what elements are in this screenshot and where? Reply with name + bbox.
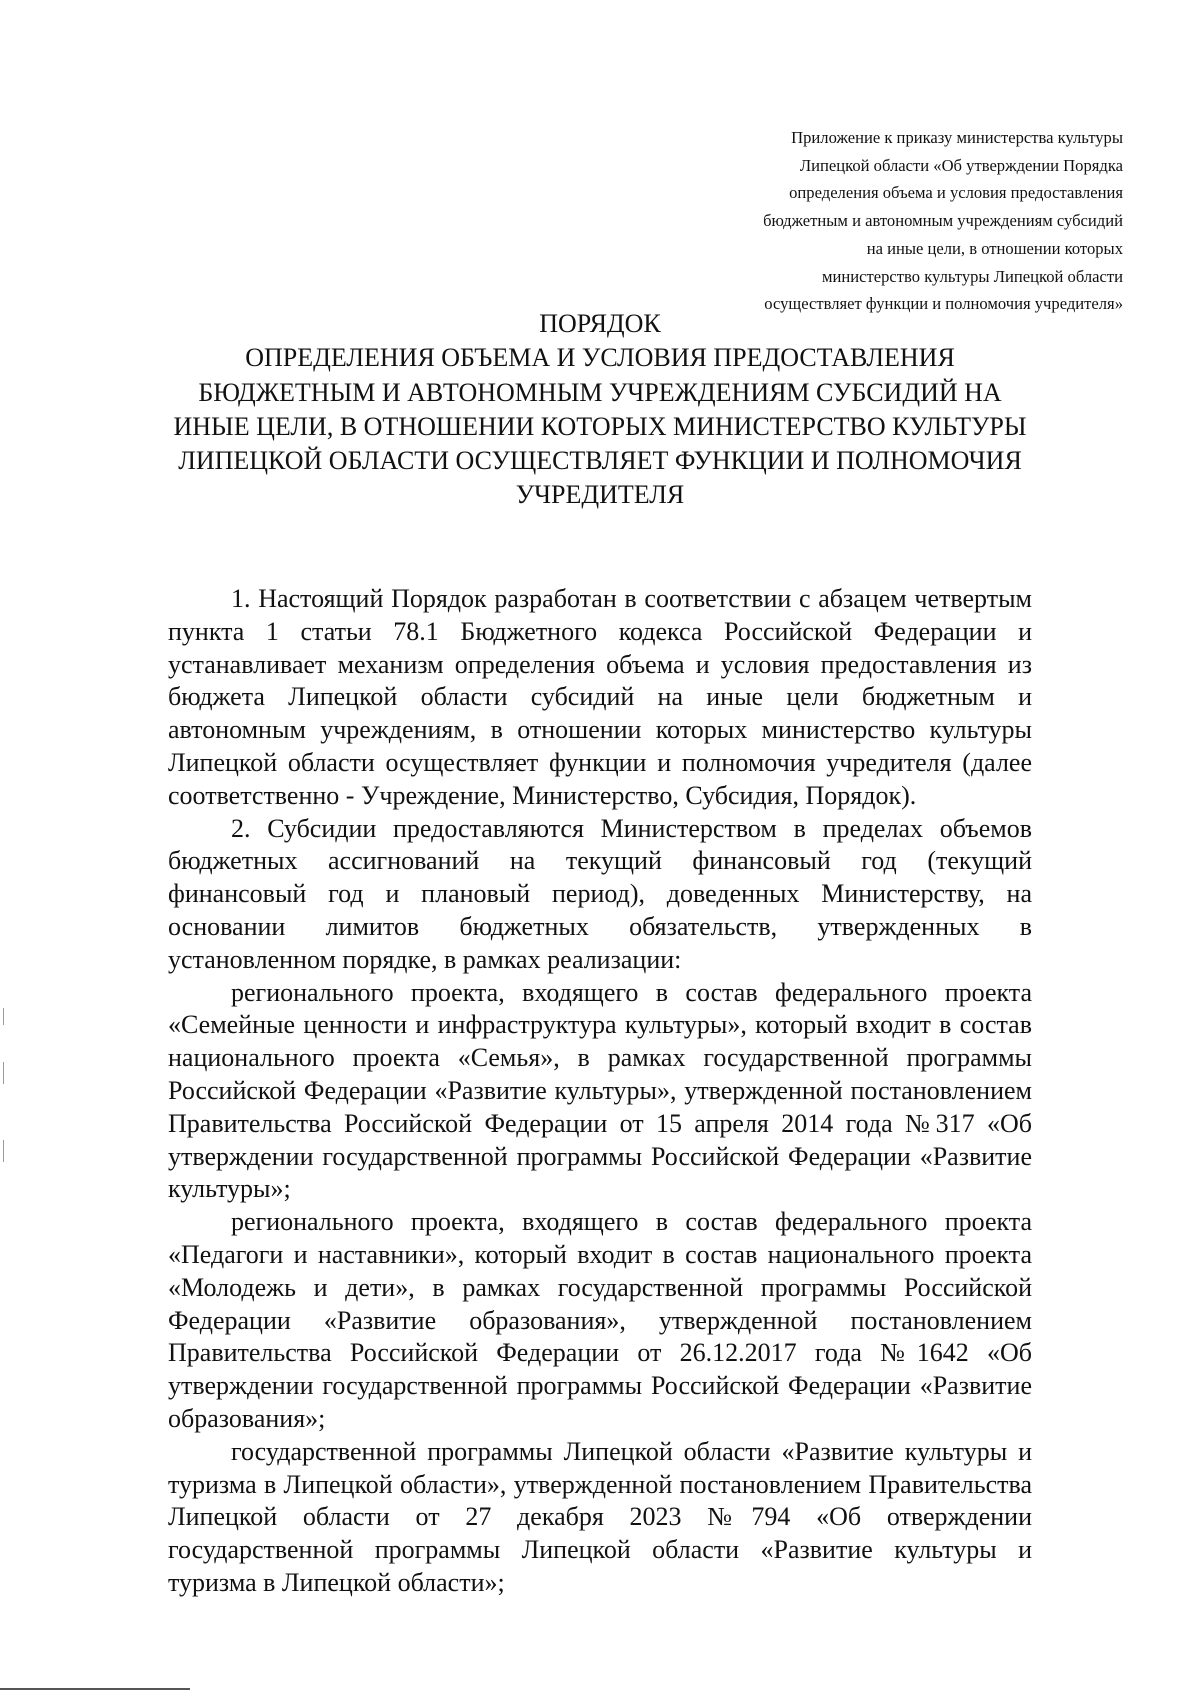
title-line: ОПРЕДЕЛЕНИЯ ОБЪЕМА И УСЛОВИЯ ПРЕДОСТАВЛЕНИЯ — [245, 343, 955, 373]
appendix-note — [603, 124, 1123, 318]
title-line: УЧРЕДИТЕЛЯ — [515, 480, 685, 510]
paragraph-2: 2. Субсидии предоставляются Министерством в пределах объемов бюджетных ассигнований на текущий финансовый год (текущий финансовый год и плановый период), доведенных Министерству, на основании лимитов бюджетных обязательств, утвержденных в установленном порядке, в рамках реализации: — [168, 813, 1032, 974]
appendix-line: Липецкой области «Об утверждении Порядка — [799, 155, 1123, 175]
appendix-line: осуществляет функции и полномочия учредителя» — [764, 294, 1123, 314]
scan-artifact — [3, 1140, 4, 1162]
appendix-line: министерство культуры Липецкой области — [821, 266, 1123, 286]
appendix-line: Приложение к приказу министерства культуры — [791, 128, 1123, 147]
appendix-line: на иные цели, в отношении которых — [866, 238, 1123, 258]
paragraph-4: регионального проекта, входящего в состав федерального проекта «Педагоги и наставники», который входит в состав национального проекта «Молодежь и дети», в рамках государственной программы Российской Федерации «Развитие образования», утвержденной постановлением Правительства Российской Федерации от 26.12.2017 года №1642 «Об утверждении государственной программы Российской Федерации «Развитие образования»; — [168, 1207, 1032, 1433]
appendix-line: определения объема и условия предоставления — [789, 183, 1123, 203]
scan-artifact — [0, 1688, 190, 1690]
title-line: БЮДЖЕТНЫМ И АВТОНОМНЫМ УЧРЕЖДЕНИЯМ СУБСИДИЙ НА — [198, 377, 1002, 407]
paragraph-3: регионального проекта, входящего в состав федерального проекта «Семейные ценности и инфраструктура культуры», который входит в состав национального проекта «Семья», в рамках государственной программы Российской Федерации «Развитие культуры», утвержденной постановлением Правительства Российской Федерации от 15 апреля 2014 года №317 «Об утверждении государственной программы Российской Федерации «Развитие культуры»; — [168, 977, 1032, 1204]
document-title — [168, 307, 1032, 513]
scan-artifact — [3, 1008, 4, 1025]
paragraph-5: государственной программы Липецкой области «Развитие культуры и туризма в Липецкой области», утвержденной постановлением Правительства Липецкой области от 27 декабря 2023 №794 «Об отверждении государственной программы Липецкой области «Развитие культуры и туризма в Липецкой области»; — [168, 1436, 1032, 1597]
scan-artifact — [3, 1062, 4, 1084]
title-line: ЛИПЕЦКОЙ ОБЛАСТИ ОСУЩЕСТВЛЯЕТ ФУНКЦИИ И ПОЛНОМОЧИЯ — [178, 446, 1022, 476]
document-body — [168, 583, 1032, 1600]
paragraph-1: 1. Настоящий Порядок разработан в соответствии с абзацем четвертым пункта 1 статьи 78.1 Бюджетного кодекса Российской Федерации и устанавливает механизм определения объема и условия предоставления из бюджета Липецкой области субсидий на иные цели бюджетным и автономным учреждениям, в отношении которых министерство культуры Липецкой области осуществляет функции и полномочия учредителя (далее соответственно - Учреждение, Министерство, Субсидия, Порядок). — [168, 584, 1032, 810]
title-line: ПОРЯДОК — [539, 309, 661, 338]
title-line: ИНЫЕ ЦЕЛИ, В ОТНОШЕНИИ КОТОРЫХ МИНИСТЕРСТВО КУЛЬТУРЫ — [173, 411, 1027, 441]
appendix-line: бюджетным и автономным учреждениям субсидий — [763, 211, 1123, 231]
